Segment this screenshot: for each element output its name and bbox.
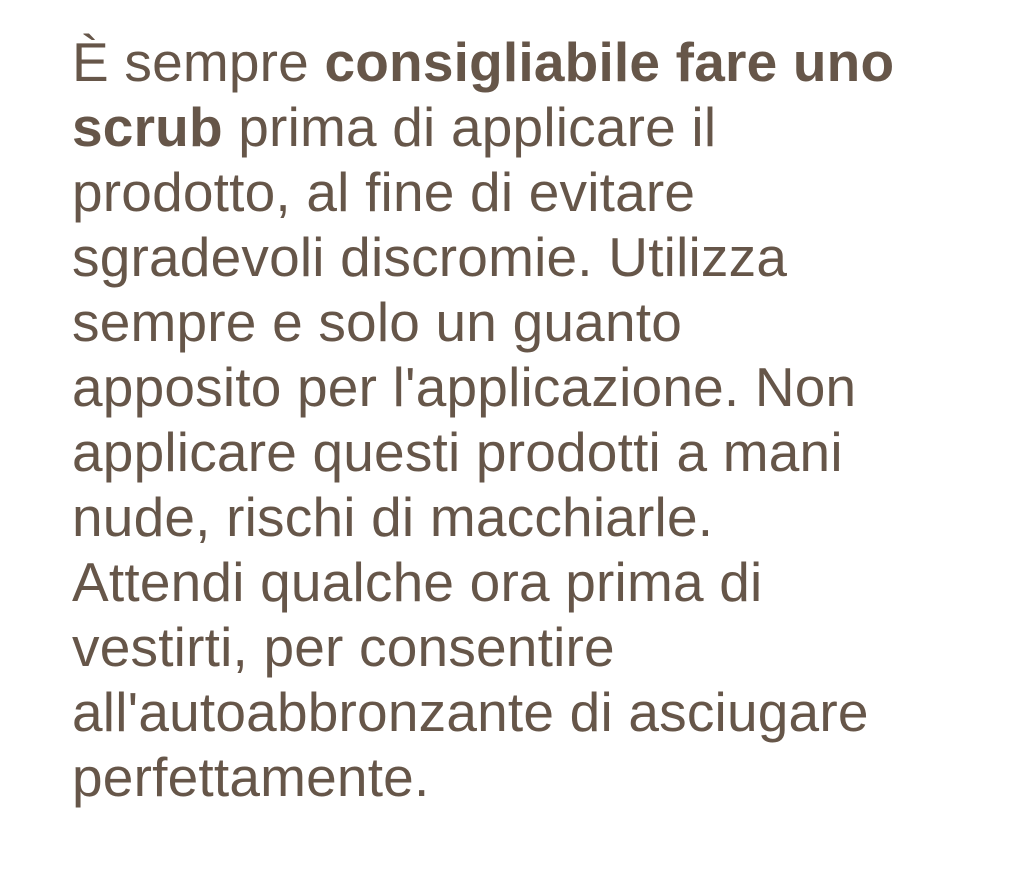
text-segment: vestirti, per consentire [72,616,615,678]
text-segment: sgradevoli discromie. Utilizza [72,226,788,288]
body-text-paragraph [72,30,984,810]
paragraph-line [72,745,984,810]
paragraph-line [72,680,984,745]
paragraph-line [72,615,984,680]
text-segment: nude, rischi di macchiarle. [72,486,714,548]
paragraph-line [72,485,984,550]
text-segment: prodotto, al fine di evitare [72,161,696,223]
bold-text-segment: scrub [72,96,223,158]
paragraph-line [72,355,984,420]
text-segment: applicare questi prodotti a mani [72,421,843,483]
text-segment: sempre e solo un guanto [72,291,683,353]
paragraph-line [72,550,984,615]
paragraph-line [72,95,984,160]
paragraph-line [72,420,984,485]
text-segment: Attendi qualche ora prima di [72,551,763,613]
text-segment: all'autoabbronzante di asciugare [72,681,869,743]
paragraph-line [72,30,984,95]
text-segment: È sempre [72,31,325,93]
text-segment: prima di applicare il [222,96,717,158]
bold-text-segment: consigliabile fare uno [324,31,895,93]
text-segment: apposito per l'applicazione. Non [72,356,857,418]
paragraph-line [72,290,984,355]
text-segment: perfettamente. [72,746,430,808]
paragraph-line [72,160,984,225]
paragraph-line [72,225,984,290]
